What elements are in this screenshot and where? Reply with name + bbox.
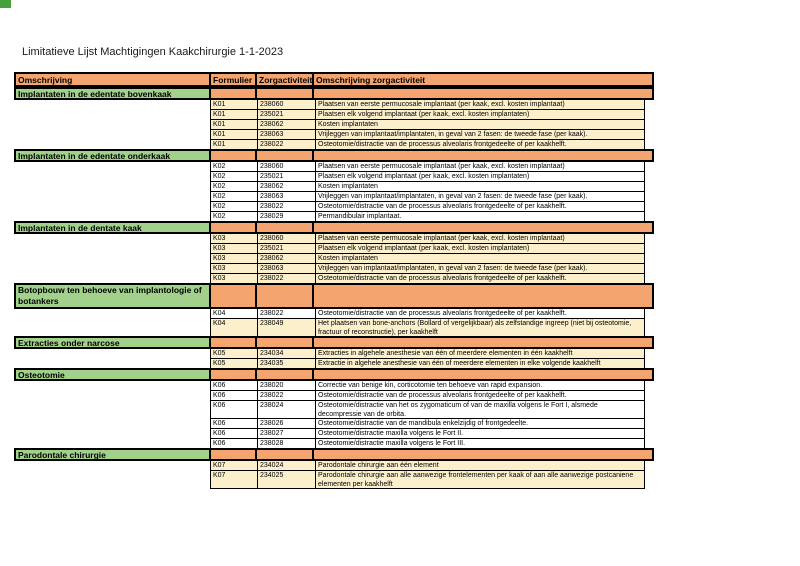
header-cell-formulier: Formulier [209, 72, 257, 87]
formulier-cell: K07 [210, 470, 258, 489]
zorgactiviteit-cell: 238060 [257, 99, 316, 110]
table-header-row [14, 72, 656, 87]
corner-marker [0, 0, 11, 8]
omschrijving-zorgactiviteit-cell: Osteotomie/distractie van de processus alveolaris frontgedeelte of per kaakhelft. [315, 308, 645, 319]
omschrijving-zorgactiviteit-cell: Parodontale chirurgie aan alle aanwezige frontelementen per kaak of aan alle aanwezige postcaniene elementen per kaakhelft [315, 470, 645, 489]
zorgactiviteit-cell: 238063 [257, 191, 316, 202]
zorgactiviteit-cell: 238063 [257, 263, 316, 274]
formulier-cell: K01 [210, 99, 258, 110]
section-row [14, 448, 656, 461]
page-title: Limitatieve Lijst Machtigingen Kaakchirurgie 1-1-2023 [22, 46, 284, 58]
section-label-cell: Extracties onder narcose [14, 336, 211, 349]
zorgactiviteit-cell: 234024 [257, 460, 316, 471]
data-row [14, 400, 656, 419]
zorgactiviteit-cell: 238029 [257, 211, 316, 222]
zorgactiviteit-cell: 238063 [257, 129, 316, 140]
zorgactiviteit-cell: 235021 [257, 171, 316, 182]
section-label-cell: Implantaten in de edentate bovenkaak [14, 87, 211, 100]
omschrijving-zorgactiviteit-cell: Extractie in algehele anesthesie van één of meerdere elementen in elke volgende kaakhelft [315, 358, 645, 369]
omschrijving-spacer-cell [14, 318, 211, 329]
formulier-cell: K04 [210, 308, 258, 319]
formulier-cell: K03 [210, 273, 258, 284]
section-label-cell: Implantaten in de edentate onderkaak [14, 149, 211, 162]
formulier-cell: K06 [210, 400, 258, 419]
formulier-cell: K02 [210, 191, 258, 202]
formulier-cell: K05 [210, 358, 258, 369]
header-cell-omschrijving-zorgactiviteit: Omschrijving zorgactiviteit [312, 72, 654, 87]
zorgactiviteit-cell: 238024 [257, 400, 316, 419]
omschrijving-zorgactiviteit-cell: Osteotomie/distractie van het os zygomaticum of van de maxilla volgens le Fort I, alsmede decompressie van de orbita. [315, 400, 645, 419]
formulier-cell: K03 [210, 233, 258, 244]
formulier-cell: K06 [210, 418, 258, 429]
formulier-cell: K01 [210, 119, 258, 130]
formulier-cell: K01 [210, 129, 258, 140]
section-row [14, 149, 656, 162]
section-filler-cell [312, 368, 654, 381]
section-label-cell: Botopbouw ten behoeve van implantologie of botankers [14, 283, 211, 309]
section-filler-cell [209, 283, 257, 309]
omschrijving-zorgactiviteit-cell: Het plaatsen van bone-anchors (Bollard of vergelijkbaar) als zelfstandige ingreep (niet bij osteotomie, fractuur of reconstructie), per kaakhelft [315, 318, 645, 337]
data-row [14, 318, 656, 337]
omschrijving-zorgactiviteit-cell: Osteotomie/distractie van de processus alveolaris frontgedeelte of per kaakhelft. [315, 390, 645, 401]
section-row [14, 336, 656, 349]
desc-spacer [644, 318, 656, 329]
formulier-cell: K02 [210, 201, 258, 212]
zorgactiviteit-cell: 235021 [257, 109, 316, 120]
formulier-cell: K06 [210, 390, 258, 401]
section-filler-cell [312, 149, 654, 162]
table-body [14, 87, 656, 489]
omschrijving-zorgactiviteit-cell: Parodontale chirurgie aan één element [315, 460, 645, 471]
omschrijving-zorgactiviteit-cell: Correctie van benige kin, corticotomie ten behoeve van rapid expansion. [315, 380, 645, 391]
section-filler-cell [209, 87, 257, 100]
zorgactiviteit-cell: 238027 [257, 428, 316, 439]
omschrijving-zorgactiviteit-cell: Kosten implantaten [315, 253, 645, 264]
header-cell-zorgactiviteit: Zorgactiviteit [255, 72, 314, 87]
omschrijving-zorgactiviteit-cell: Plaatsen van eerste permucosale implantaat (per kaak, excl. kosten implantaat) [315, 161, 645, 172]
omschrijving-zorgactiviteit-cell: Plaatsen van eerste permucosale implantaat (per kaak, excl. kosten implantaat) [315, 99, 645, 110]
formulier-cell: K06 [210, 428, 258, 439]
zorgactiviteit-cell: 235021 [257, 243, 316, 254]
section-filler-cell [255, 87, 314, 100]
formulier-cell: K03 [210, 253, 258, 264]
omschrijving-zorgactiviteit-cell: Kosten implantaten [315, 181, 645, 192]
section-filler-cell [255, 336, 314, 349]
formulier-cell: K01 [210, 139, 258, 150]
section-filler-cell [255, 221, 314, 234]
desc-spacer [644, 470, 656, 481]
zorgactiviteit-cell: 234034 [257, 348, 316, 359]
section-filler-cell [209, 368, 257, 381]
formulier-cell: K03 [210, 243, 258, 254]
section-label-cell: Parodontale chirurgie [14, 448, 211, 461]
section-row [14, 283, 656, 309]
omschrijving-zorgactiviteit-cell: Vrijleggen van implantaat/implantaten, in geval van 2 fasen: de tweede fase (per kaak). [315, 263, 645, 274]
zorgactiviteit-cell: 238022 [257, 273, 316, 284]
section-filler-cell [255, 283, 314, 309]
section-filler-cell [209, 336, 257, 349]
zorgactiviteit-cell: 238022 [257, 139, 316, 150]
header-cell-omschrijving: Omschrijving [14, 72, 211, 87]
zorgactiviteit-cell: 238022 [257, 308, 316, 319]
omschrijving-zorgactiviteit-cell: Plaatsen elk volgend implantaat (per kaak, excl. kosten implantaten) [315, 109, 645, 120]
omschrijving-zorgactiviteit-cell: Kosten implantaten [315, 119, 645, 130]
omschrijving-zorgactiviteit-cell: Extracties in algehele anesthesie van één of meerdere elementen in één kaakhelft [315, 348, 645, 359]
section-filler-cell [255, 368, 314, 381]
section-filler-cell [209, 149, 257, 162]
section-row [14, 368, 656, 381]
section-filler-cell [209, 221, 257, 234]
omschrijving-zorgactiviteit-cell: Plaatsen elk volgend implantaat (per kaak, excl. kosten implantaten) [315, 171, 645, 182]
omschrijving-zorgactiviteit-cell: Osteotomie/distractie van de processus alveolaris frontgedeelte of per kaakhelft. [315, 273, 645, 284]
omschrijving-zorgactiviteit-cell: Vrijleggen van implantaat/implantaten, in geval van 2 fasen: de tweede fase (per kaak). [315, 191, 645, 202]
section-row [14, 221, 656, 234]
formulier-cell: K07 [210, 460, 258, 471]
section-filler-cell [312, 283, 654, 309]
section-filler-cell [255, 448, 314, 461]
desc-spacer [644, 400, 656, 411]
zorgactiviteit-cell: 238026 [257, 418, 316, 429]
zorgactiviteit-cell: 234025 [257, 470, 316, 489]
zorgactiviteit-cell: 238062 [257, 181, 316, 192]
formulier-cell: K02 [210, 161, 258, 172]
omschrijving-zorgactiviteit-cell: Osteotomie/distractie van de processus alveolaris frontgedeelte of per kaakhelft. [315, 201, 645, 212]
zorgactiviteit-cell: 238022 [257, 201, 316, 212]
formulier-cell: K06 [210, 380, 258, 391]
section-filler-cell [255, 149, 314, 162]
zorgactiviteit-cell: 238049 [257, 318, 316, 337]
section-filler-cell [209, 448, 257, 461]
omschrijving-zorgactiviteit-cell: Osteotomie/distractie maxilla volgens le Fort III. [315, 438, 645, 449]
authorization-table [14, 72, 656, 489]
formulier-cell: K06 [210, 438, 258, 449]
section-filler-cell [312, 336, 654, 349]
formulier-cell: K03 [210, 263, 258, 274]
zorgactiviteit-cell: 238020 [257, 380, 316, 391]
omschrijving-zorgactiviteit-cell: Permandibulair implantaat. [315, 211, 645, 222]
formulier-cell: K02 [210, 181, 258, 192]
zorgactiviteit-cell: 238060 [257, 161, 316, 172]
zorgactiviteit-cell: 234035 [257, 358, 316, 369]
omschrijving-spacer-cell [14, 470, 211, 481]
formulier-cell: K05 [210, 348, 258, 359]
omschrijving-zorgactiviteit-cell: Osteotomie/distractie van de mandibula enkelzijdig of frontgedeelte. [315, 418, 645, 429]
formulier-cell: K04 [210, 318, 258, 337]
section-label-cell: Implantaten in de dentate kaak [14, 221, 211, 234]
omschrijving-zorgactiviteit-cell: Plaatsen van eerste permucosale implantaat (per kaak, excl. kosten implantaat) [315, 233, 645, 244]
zorgactiviteit-cell: 238062 [257, 119, 316, 130]
formulier-cell: K02 [210, 171, 258, 182]
section-label-cell: Osteotomie [14, 368, 211, 381]
omschrijving-zorgactiviteit-cell: Vrijleggen van implantaat/implantaten, in geval van 2 fasen: de tweede fase (per kaak). [315, 129, 645, 140]
section-filler-cell [312, 448, 654, 461]
zorgactiviteit-cell: 238060 [257, 233, 316, 244]
section-filler-cell [312, 221, 654, 234]
zorgactiviteit-cell: 238022 [257, 390, 316, 401]
data-row [14, 470, 656, 489]
omschrijving-zorgactiviteit-cell: Osteotomie/distractie van de processus alveolaris frontgedeelte of per kaakhelft. [315, 139, 645, 150]
formulier-cell: K01 [210, 109, 258, 120]
zorgactiviteit-cell: 238028 [257, 438, 316, 449]
omschrijving-spacer-cell [14, 400, 211, 411]
section-row [14, 87, 656, 100]
omschrijving-zorgactiviteit-cell: Osteotomie/distractie maxilla volgens le Fort II. [315, 428, 645, 439]
section-filler-cell [312, 87, 654, 100]
zorgactiviteit-cell: 238062 [257, 253, 316, 264]
formulier-cell: K02 [210, 211, 258, 222]
omschrijving-zorgactiviteit-cell: Plaatsen elk volgend implantaat (per kaak, excl. kosten implantaten) [315, 243, 645, 254]
